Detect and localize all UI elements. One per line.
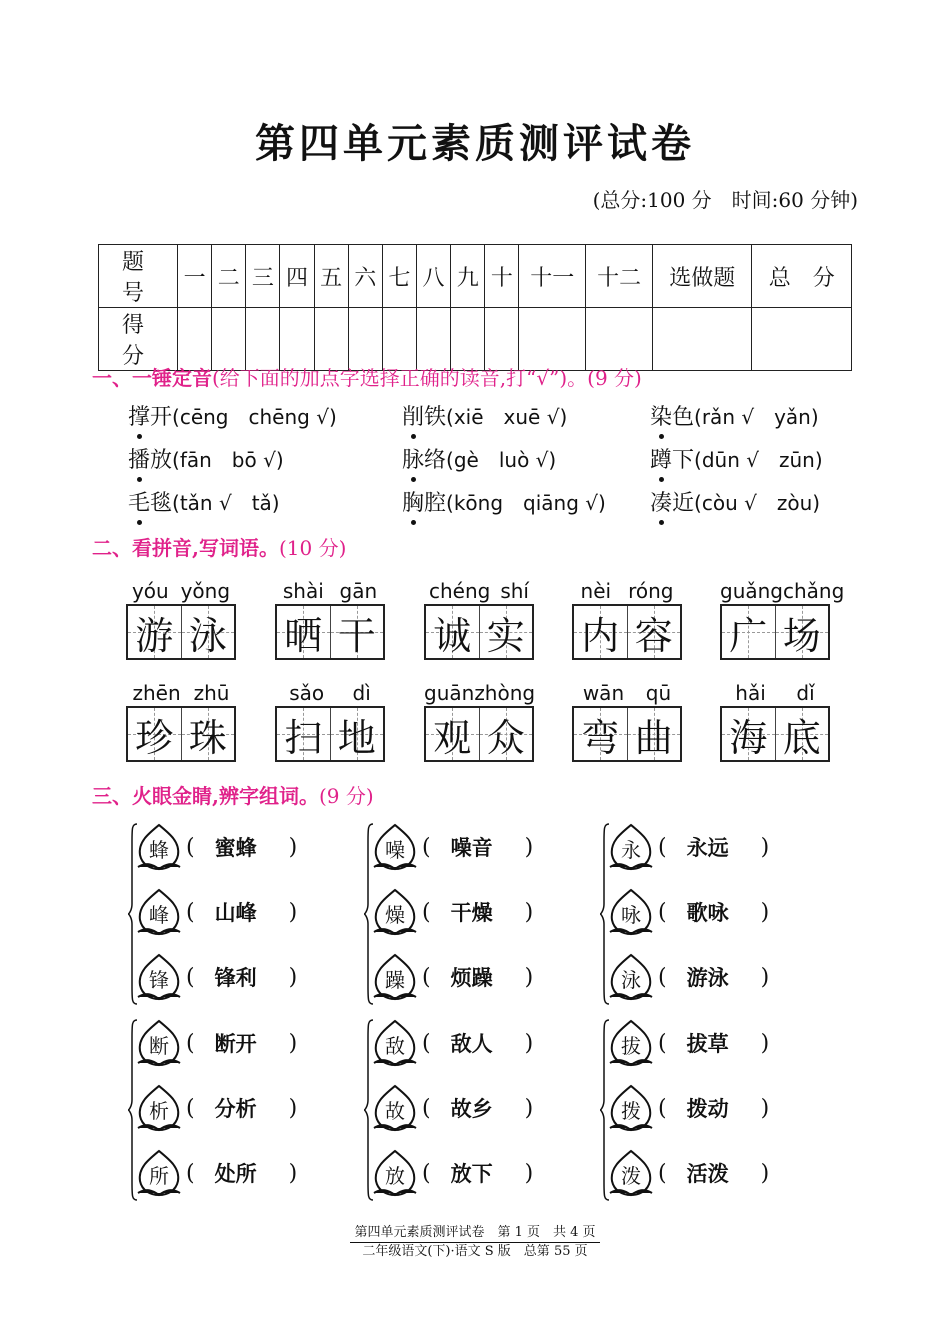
writing-grid[interactable] (275, 706, 385, 762)
peach-icon (606, 952, 656, 1002)
open-paren: ( (658, 1030, 667, 1056)
close-paren: ) (288, 1030, 298, 1056)
dotted-char: 脉 (402, 443, 424, 474)
open-paren: ( (658, 1095, 667, 1121)
answer-word[interactable]: 永远 (686, 836, 729, 860)
writing-grid[interactable] (424, 604, 534, 660)
writing-grid[interactable] (572, 706, 682, 762)
close-paren: ) (760, 1160, 770, 1186)
peach-icon (134, 1083, 184, 1133)
word-rest: 开 (150, 405, 173, 430)
char-group (364, 1018, 594, 1202)
answer-word[interactable]: 拔草 (686, 1032, 729, 1056)
peach-icon (606, 887, 656, 937)
answer-word[interactable]: 歌咏 (686, 901, 729, 925)
pinyin-syllable: róng (628, 579, 674, 603)
close-paren: ) (760, 1030, 770, 1056)
char-group-line (134, 887, 354, 937)
close-paren: ) (760, 834, 770, 860)
pinyin-syllable: hǎi (735, 681, 766, 705)
open-paren: ( (658, 1160, 667, 1186)
writing-grid[interactable] (126, 706, 236, 762)
answer-word[interactable]: 山峰 (214, 901, 257, 925)
section-1-title: 一、一锤定音 (92, 366, 212, 390)
pinyin-syllable: yǒng (180, 579, 231, 603)
written-char: 曲 (634, 715, 673, 760)
close-paren: ) (288, 1160, 298, 1186)
char-group (600, 1018, 830, 1202)
word-pinyin (572, 680, 682, 706)
pinyin-syllable: guǎng (720, 579, 783, 603)
pinyin-syllable: dì (352, 681, 371, 705)
group-char: 锋 (149, 968, 169, 992)
score-header-cell: 六 (348, 245, 382, 308)
written-char: 容 (634, 613, 673, 658)
close-paren: ) (524, 1095, 534, 1121)
word-pinyin (572, 578, 682, 604)
pronunciation-item (128, 443, 284, 474)
group-char: 析 (149, 1099, 169, 1123)
peach-icon (134, 1148, 184, 1198)
score-header-cell: 总 分 (752, 245, 852, 308)
word-box (275, 680, 385, 762)
written-char: 干 (337, 613, 376, 658)
pinyin-options[interactable]: (fān bō √) (172, 448, 284, 472)
open-paren: ( (658, 899, 667, 925)
written-char: 晒 (284, 613, 323, 658)
peach-icon (370, 1148, 420, 1198)
pinyin-options[interactable]: (kōng qiāng √) (446, 491, 606, 515)
writing-grid[interactable] (572, 604, 682, 660)
peach-icon (370, 952, 420, 1002)
open-paren: ( (186, 1030, 195, 1056)
word-pinyin (126, 578, 236, 604)
pinyin-syllable: qū (645, 681, 672, 705)
open-paren: ( (186, 1160, 195, 1186)
score-cell[interactable] (653, 308, 752, 371)
pinyin-syllable: sǎo (289, 681, 325, 705)
answer-word[interactable]: 拨动 (686, 1097, 729, 1121)
written-char: 扫 (284, 715, 323, 760)
pronunciation-item (128, 400, 337, 431)
word-box (126, 680, 236, 762)
grid-cell[interactable] (479, 708, 533, 760)
char-group-line (134, 1083, 354, 1133)
char-group (128, 1018, 358, 1202)
close-paren: ) (524, 834, 534, 860)
answer-word[interactable]: 干燥 (450, 901, 493, 925)
written-char: 场 (782, 613, 821, 658)
section-2-heading (92, 532, 346, 561)
score-header-cell: 三 (246, 245, 280, 308)
written-char: 内 (581, 613, 620, 658)
answer-word[interactable]: 故乡 (450, 1097, 493, 1121)
footer-line-2: 二年级语文(下)·语文 S 版 总第 55 页 (362, 1244, 588, 1259)
score-cell[interactable] (752, 308, 852, 371)
dotted-char: 播 (128, 443, 150, 474)
open-paren: ( (422, 834, 431, 860)
answer-word[interactable]: 敌人 (450, 1032, 493, 1056)
score-header-row (99, 245, 852, 308)
grid-cell[interactable] (330, 606, 384, 658)
group-char: 燥 (385, 903, 405, 927)
peach-icon (370, 1083, 420, 1133)
peach-icon (606, 1083, 656, 1133)
open-paren: ( (186, 1095, 195, 1121)
group-char: 所 (149, 1164, 169, 1188)
word-pinyin (720, 578, 845, 604)
pinyin-options[interactable]: (cēng chēng √) (172, 405, 337, 429)
pinyin-syllable: zhēn (132, 681, 181, 705)
pronunciation-item (650, 443, 823, 474)
written-char: 实 (486, 613, 525, 658)
peach-icon (134, 1018, 184, 1068)
char-group-line (134, 1148, 354, 1198)
grid-cell[interactable] (627, 606, 681, 658)
pinyin-syllable: dǐ (796, 681, 815, 705)
word-pinyin (720, 680, 830, 706)
word-pinyin (424, 680, 534, 706)
score-header-cell: 五 (314, 245, 348, 308)
writing-grid[interactable] (275, 604, 385, 660)
word-box (126, 578, 236, 660)
dotted-char: 毛 (128, 486, 150, 517)
peach-icon (134, 952, 184, 1002)
pinyin-options[interactable]: (xiē xuē √) (446, 405, 568, 429)
peach-icon (370, 1018, 420, 1068)
pinyin-syllable: gān (339, 579, 378, 603)
grid-cell[interactable] (775, 606, 829, 658)
dotted-char: 蹲 (650, 443, 672, 474)
peach-icon (606, 1018, 656, 1068)
writing-grid[interactable] (720, 706, 830, 762)
dotted-char: 染 (650, 400, 672, 431)
group-char: 泼 (621, 1164, 641, 1188)
answer-word[interactable]: 蜜蜂 (214, 836, 257, 860)
dotted-char: 撑 (128, 400, 150, 431)
grid-cell[interactable] (128, 708, 181, 760)
pinyin-options[interactable]: (còu √ zòu) (694, 491, 821, 515)
word-pinyin (424, 578, 534, 604)
peach-icon (606, 1148, 656, 1198)
grid-cell[interactable] (426, 708, 479, 760)
char-group-line (370, 952, 590, 1002)
open-paren: ( (422, 1095, 431, 1121)
char-group-line (370, 1083, 590, 1133)
open-paren: ( (186, 834, 195, 860)
section-1-heading (92, 362, 642, 391)
dotted-char: 凑 (650, 486, 672, 517)
close-paren: ) (288, 834, 298, 860)
score-header-cell: 十一 (519, 245, 586, 308)
answer-word[interactable]: 分析 (214, 1097, 257, 1121)
word-rest: 毯 (150, 491, 173, 516)
pronunciation-item (402, 400, 567, 431)
answer-word[interactable]: 断开 (214, 1032, 257, 1056)
score-row-label: 得 分 (99, 308, 178, 371)
writing-grid[interactable] (126, 604, 236, 660)
pronunciation-item (402, 486, 606, 517)
written-char: 底 (782, 715, 821, 760)
score-header-cell: 七 (382, 245, 416, 308)
pinyin-options[interactable]: (rǎn √ yǎn) (694, 405, 819, 429)
pinyin-syllable: wān (582, 681, 625, 705)
peach-icon (134, 822, 184, 872)
answer-word[interactable]: 噪音 (450, 836, 493, 860)
written-char: 观 (433, 715, 472, 760)
group-char: 躁 (385, 968, 405, 992)
pronunciation-item (128, 486, 280, 517)
char-group-line (606, 1018, 826, 1068)
pinyin-syllable: zhū (193, 681, 230, 705)
written-char: 广 (729, 613, 768, 658)
open-paren: ( (186, 964, 195, 990)
close-paren: ) (760, 964, 770, 990)
word-box (424, 680, 534, 762)
grid-cell[interactable] (574, 606, 627, 658)
answer-word[interactable]: 烦躁 (450, 966, 493, 990)
answer-word[interactable]: 锋利 (214, 966, 257, 990)
word-rest: 色 (672, 405, 695, 430)
section-3-title: 三、火眼金睛,辨字组词。 (92, 784, 319, 808)
char-group-line (370, 1018, 590, 1068)
pinyin-syllable: shài (282, 579, 324, 603)
section-3-desc: (9 分) (318, 784, 374, 808)
score-header-cell: 题 号 (99, 245, 178, 308)
pinyin-syllable: shí (500, 579, 529, 603)
group-char: 放 (385, 1164, 405, 1188)
pinyin-syllable: guān (424, 681, 475, 705)
written-char: 珍 (135, 715, 174, 760)
grid-cell[interactable] (775, 708, 829, 760)
score-header-cell: 一 (178, 245, 212, 308)
group-char: 故 (385, 1099, 405, 1123)
written-char: 泳 (188, 613, 227, 658)
section-2-desc: (10 分) (278, 536, 347, 560)
word-pinyin (275, 680, 385, 706)
peach-icon (606, 822, 656, 872)
pinyin-syllable: zhòng (474, 681, 536, 705)
answer-word[interactable]: 活泼 (686, 1162, 729, 1186)
grid-cell[interactable] (277, 606, 330, 658)
grid-cell[interactable] (426, 606, 479, 658)
score-header-cell: 选做题 (653, 245, 752, 308)
word-box (275, 578, 385, 660)
grid-cell[interactable] (277, 708, 330, 760)
score-header-cell: 四 (280, 245, 314, 308)
score-header-cell: 十二 (586, 245, 653, 308)
group-char: 噪 (385, 838, 405, 862)
writing-grid[interactable] (720, 604, 830, 660)
char-group-line (606, 952, 826, 1002)
group-char: 咏 (621, 903, 641, 927)
peach-icon (370, 887, 420, 937)
written-char: 诚 (433, 613, 472, 658)
pinyin-syllable: chǎng (783, 579, 845, 603)
char-group-line (134, 1018, 354, 1068)
grid-cell[interactable] (574, 708, 627, 760)
written-char: 众 (486, 715, 525, 760)
group-char: 敌 (385, 1034, 405, 1058)
close-paren: ) (288, 1095, 298, 1121)
pronunciation-item (650, 400, 819, 431)
grid-cell[interactable] (181, 708, 235, 760)
group-char: 拨 (621, 1099, 641, 1123)
open-paren: ( (658, 834, 667, 860)
peach-icon (370, 822, 420, 872)
char-group-line (606, 1148, 826, 1198)
grid-cell[interactable] (128, 606, 181, 658)
written-char: 珠 (188, 715, 227, 760)
char-group-line (370, 1148, 590, 1198)
char-group-line (134, 952, 354, 1002)
grid-cell[interactable] (479, 606, 533, 658)
written-char: 游 (135, 613, 174, 658)
group-char: 断 (149, 1034, 169, 1058)
word-box (572, 578, 682, 660)
open-paren: ( (186, 899, 195, 925)
char-group (128, 822, 358, 1006)
char-group-line (606, 887, 826, 937)
close-paren: ) (524, 1160, 534, 1186)
pronunciation-item (650, 486, 820, 517)
pinyin-syllable: nèi (580, 579, 612, 603)
word-rest: 放 (150, 448, 173, 473)
char-group-line (370, 887, 590, 937)
char-group (600, 822, 830, 1006)
answer-word[interactable]: 放下 (450, 1162, 493, 1186)
score-header-cell: 十 (485, 245, 519, 308)
grid-cell[interactable] (181, 606, 235, 658)
close-paren: ) (524, 964, 534, 990)
answer-word[interactable]: 处所 (214, 1162, 257, 1186)
pinyin-options[interactable]: (dūn √ zūn) (694, 448, 823, 472)
close-paren: ) (760, 1095, 770, 1121)
score-table (98, 244, 852, 371)
word-pinyin (275, 578, 385, 604)
word-rest: 下 (672, 448, 695, 473)
open-paren: ( (422, 1030, 431, 1056)
group-char: 泳 (621, 968, 641, 992)
score-header-cell: 八 (416, 245, 450, 308)
written-char: 地 (337, 715, 376, 760)
group-char: 拔 (621, 1034, 641, 1058)
char-group-line (606, 1083, 826, 1133)
group-char: 蜂 (149, 838, 169, 862)
word-rest: 腔 (424, 491, 447, 516)
grid-cell[interactable] (330, 708, 384, 760)
word-rest: 铁 (424, 405, 447, 430)
footer-line-1: 第四单元素质测评试卷 第 1 页 共 4 页 (350, 1224, 599, 1243)
peach-icon (134, 887, 184, 937)
char-group (364, 822, 594, 1006)
char-group-line (134, 822, 354, 872)
written-char: 海 (729, 715, 768, 760)
open-paren: ( (658, 964, 667, 990)
grid-cell[interactable] (722, 708, 775, 760)
pinyin-options[interactable]: (tǎn √ tǎ) (172, 491, 280, 515)
exam-meta: (总分:100 分 时间:60 分钟) (592, 188, 858, 212)
section-2-title: 二、看拼音,写词语。 (92, 536, 279, 560)
close-paren: ) (524, 1030, 534, 1056)
pronunciation-item (402, 443, 556, 474)
page-footer (0, 1224, 950, 1261)
open-paren: ( (422, 964, 431, 990)
open-paren: ( (422, 899, 431, 925)
word-box (720, 578, 845, 660)
score-header-cell: 二 (212, 245, 246, 308)
close-paren: ) (524, 899, 534, 925)
word-rest: 络 (424, 448, 447, 473)
section-1-desc: (给下面的加点字选择正确的读音,打“√”)。(9 分) (212, 366, 642, 390)
group-char: 永 (621, 838, 641, 862)
dotted-char: 削 (402, 400, 424, 431)
word-pinyin (126, 680, 236, 706)
word-box (424, 578, 534, 660)
word-rest: 近 (672, 491, 695, 516)
char-group-line (370, 822, 590, 872)
word-box (720, 680, 830, 762)
word-box (572, 680, 682, 762)
close-paren: ) (760, 899, 770, 925)
close-paren: ) (288, 899, 298, 925)
pinyin-syllable: chéng (428, 579, 491, 603)
pinyin-syllable: yóu (131, 579, 169, 603)
dotted-char: 胸 (402, 486, 424, 517)
close-paren: ) (288, 964, 298, 990)
written-char: 弯 (581, 715, 620, 760)
char-group-line (606, 822, 826, 872)
page-title: 第四单元素质测评试卷 (255, 120, 695, 167)
group-char: 峰 (149, 903, 169, 927)
pinyin-options[interactable]: (gè luò √) (446, 448, 557, 472)
grid-cell[interactable] (627, 708, 681, 760)
open-paren: ( (422, 1160, 431, 1186)
section-3-heading (92, 780, 374, 809)
score-header-cell: 九 (451, 245, 485, 308)
writing-grid[interactable] (424, 706, 534, 762)
answer-word[interactable]: 游泳 (686, 966, 729, 990)
grid-cell[interactable] (722, 606, 775, 658)
